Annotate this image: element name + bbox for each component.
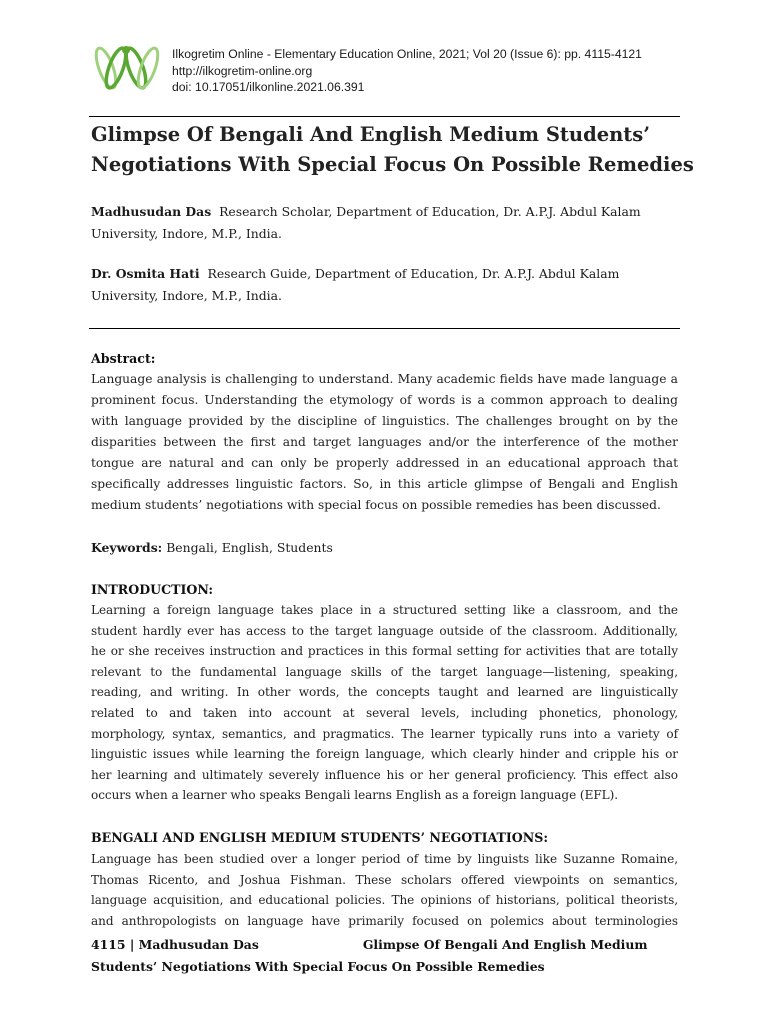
author-1-name: Madhusudan Das — [91, 204, 212, 219]
footer-title-line-2: Students’ Negotiations With Special Focus On Possible Remedies — [91, 959, 545, 974]
footer-separator: | — [125, 937, 139, 952]
negotiations-body — [91, 849, 678, 931]
negotiations-line: Language has been studied over a longer period of time by linguists like Suzanne Romaine, — [91, 852, 678, 866]
journal-url[interactable]: http://ilkogretim-online.org — [172, 63, 313, 78]
introduction-line: student hardly ever has access to the target language outside of the classroom. Additionally, — [91, 623, 678, 638]
journal-citation: Ilkogretim Online - Elementary Education Online, 2021; Vol 20 (Issue 6): pp. 4115-4121 — [172, 47, 642, 61]
page-footer — [91, 934, 681, 978]
author-1 — [91, 201, 681, 245]
author-rule — [89, 328, 680, 329]
abstract-line: specifically addresses linguistic factors. So, in this article glimpse of Bengali and English — [91, 477, 678, 491]
journal-doi[interactable]: doi: 10.17051/ilkonline.2021.06.391 — [172, 80, 365, 94]
introduction-line: morphology, syntax, semantics, and pragmatics. The learner typically runs into a variety of — [91, 726, 678, 741]
introduction-line: linguistic issues while learning the foreign language, which clearly hinder and cripple his or — [91, 747, 678, 762]
introduction-line: relevant to the fundamental language skills of the target language—listening, speaking, — [91, 664, 678, 679]
abstract-line: disparities between the first and target languages and/or the interference of the mother — [91, 435, 678, 449]
author-1-affiliation-line-2: University, Indore, M.P., India. — [91, 226, 282, 241]
abstract-line: tongue are natural and can only be properly addressed in an educational approach that — [91, 456, 678, 470]
journal-header — [92, 40, 682, 100]
keywords — [91, 538, 333, 558]
author-2-affiliation-line-2: University, Indore, M.P., India. — [91, 288, 282, 303]
negotiations-line: and anthropologists on language have primarily focused on polemics about terminologies — [91, 913, 678, 928]
footer-author: Madhusudan Das — [138, 937, 259, 952]
negotiations-line: Thomas Ricento, and Joshua Fishman. These scholars offered viewpoints on semantics, — [91, 872, 678, 887]
paper-title — [91, 120, 694, 180]
author-2-affiliation-line-1: Research Guide, Department of Education, Dr. A.P.J. Abdul Kalam — [207, 266, 620, 281]
introduction-line: reading, and writing. In other words, the concepts taught and learned are linguistically — [91, 685, 678, 700]
keywords-value: Bengali, English, Students — [162, 540, 333, 555]
negotiations-line: language acquisition, and educational policies. The opinions of historians, political theorists, — [91, 893, 678, 908]
journal-info — [172, 46, 642, 96]
negotiations-heading: BENGALI AND ENGLISH MEDIUM STUDENTS’ NEGOTIATIONS: — [91, 830, 549, 845]
page-number: 4115 — [91, 937, 126, 952]
author-2 — [91, 263, 681, 307]
introduction-line: Learning a foreign language takes place in a structured setting like a classroom, and the — [91, 603, 678, 617]
ilkogretim-logo — [92, 42, 164, 94]
abstract-body — [91, 369, 678, 516]
keywords-label: Keywords: — [91, 540, 163, 555]
header-rule — [89, 116, 680, 117]
abstract-line: with language provided by the discipline of linguistics. The challenges brought on by the — [91, 414, 678, 428]
introduction-line: occurs when a learner who speaks Bengali learns English as a foreign language (EFL). — [91, 788, 619, 803]
title-line-2: Negotiations With Special Focus On Possible Remedies — [91, 153, 694, 176]
author-2-name: Dr. Osmita Hati — [91, 266, 200, 281]
footer-title-line-1: Glimpse Of Bengali And English Medium — [362, 937, 648, 952]
introduction-line: related to and taken into account at several levels, including phonetics, phonology, — [91, 705, 678, 720]
introduction-body — [91, 600, 678, 806]
introduction-line: her learning and ultimately severely influence his or her general proficiency. This effect also — [91, 767, 678, 782]
abstract-line: Language analysis is challenging to understand. Many academic fields have made language a — [91, 372, 678, 386]
introduction-heading: INTRODUCTION: — [91, 582, 214, 597]
introduction-line: he or she receives instruction and practices in this formal setting for activities that are totally — [91, 644, 678, 659]
author-1-affiliation-line-1: Research Scholar, Department of Education, Dr. A.P.J. Abdul Kalam — [219, 204, 641, 219]
abstract-line: prominent focus. Understanding the etymology of words is a common approach to dealing — [91, 393, 678, 407]
abstract-line: medium students’ negotiations with special focus on possible remedies has been discussed. — [91, 498, 661, 512]
abstract-heading: Abstract: — [91, 351, 156, 366]
title-line-1: Glimpse Of Bengali And English Medium Students’ — [91, 123, 651, 146]
